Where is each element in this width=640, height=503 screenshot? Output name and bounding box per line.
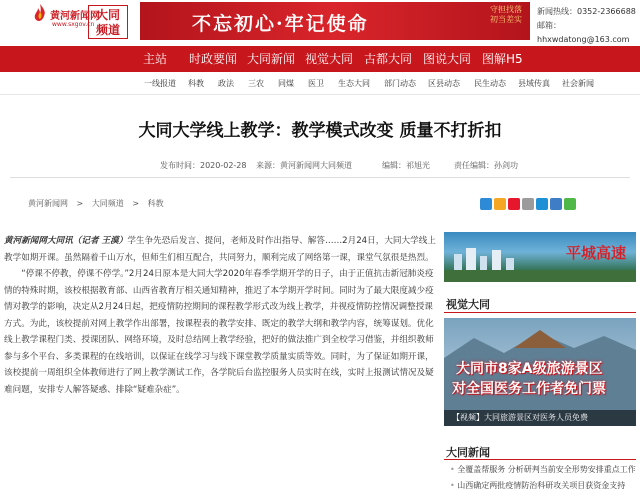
article-title: 大同大学线上教学：教学模式改变 质量不打折扣: [138, 121, 502, 141]
divider: [0, 94, 640, 95]
channel-badge[interactable]: [88, 5, 128, 39]
share-wechat-icon[interactable]: [564, 198, 576, 210]
contact-info: [537, 5, 637, 47]
article-author: 编辑：祁旭光: [382, 161, 430, 170]
breadcrumb-separator: >: [132, 199, 140, 208]
article-paragraph: “停课不停教，停课不停学。”2月24日原本是大同大学2020年春季学期开学的日子，由于正值抗击新冠肺炎疫情的特殊时期，该校根据教育部、山西省教育厅相关通知精神，推迟了本学期开学时间。同时为了最大限度减少疫情对教学的影响，决定从2月24日起，把疫情防控期间的课程教学形式改为线上教学，并视疫情防控情况调整授课方式。为此，该校提前对网上教学作出部署，按课程表的教学安排、既定的教学大纲和教学内容，统筹谋划。优化线上教学课程门类、授课团队、网络环境，及时总结网上教学经验，把好的做法推广到全校学习借鉴，并组织教师参与多个平台、多类课程的在线培训，以保证在线学习与线下课堂教学质量实质等效。同时，为了保证如期开课，该校提前一周组织全体教师进行了网上教学测试工作，各学院后台监控服务人员实时在线，实时上报测试情况及疑难问题，安排专人解答疑惑、排除“疑难杂症”。: [4, 269, 434, 395]
subnav-item[interactable]: 一线报道: [144, 79, 176, 88]
banner-overlay-text: 平城高速: [565, 244, 626, 262]
share-qzone-icon[interactable]: [494, 198, 506, 210]
subnav-item[interactable]: 民生动态: [474, 79, 506, 88]
subnav-item[interactable]: 医卫: [308, 79, 324, 88]
nav-item-home[interactable]: 主站: [143, 52, 168, 66]
subnav-item[interactable]: 生态大同: [338, 79, 370, 88]
sidebar-banner-image[interactable]: [444, 232, 636, 282]
slogan-banner: [140, 2, 530, 40]
sidebar-heading-visual[interactable]: 视觉大同: [446, 298, 490, 311]
nav-item-datong-news[interactable]: 大同新闻: [247, 52, 296, 66]
nav-item-h5[interactable]: 图解H5: [482, 52, 523, 66]
subnav-item[interactable]: 县域传真: [518, 79, 550, 88]
divider: [10, 177, 630, 178]
channel-badge-line1: 大同: [95, 8, 120, 22]
phone-label: 新闻热线：: [537, 7, 577, 16]
article-lead: 黄河新闻网大同讯（记者 王漠）: [4, 236, 128, 246]
subnav-item[interactable]: 同煤: [278, 79, 294, 88]
sub-nav: [0, 78, 640, 92]
paragraph-text: 学生争先恐后发言、提问，老师及时作出指导、解答……2月24日，大同大学线上教学如期开课。虽然隔着千山万水，但师生们相互配合，共同努力，顺利完成了网络第一课，课堂气氛很是热烈。: [4, 236, 436, 263]
slogan-text: 不忘初心·牢记使命: [192, 13, 369, 35]
breadcrumb-separator: >: [76, 199, 84, 208]
subnav-item[interactable]: 部门动态: [384, 79, 416, 88]
hero-headline-2: 对全国医务工作者免门票: [452, 381, 606, 397]
slogan-side-line1: 守担找落: [490, 5, 522, 14]
article-body: [4, 233, 436, 398]
publish-time: 发布时间：2020-02-28: [160, 161, 247, 170]
news-item[interactable]: • 山西确定两批疫情防治科研攻关项目获资金支持: [450, 478, 636, 494]
article-paragraph: [4, 233, 436, 266]
sidebar-heading-news[interactable]: 大同新闻: [446, 446, 490, 459]
subnav-item[interactable]: 区县动态: [428, 79, 460, 88]
slogan-side-text: [490, 5, 522, 25]
header-banner: [0, 0, 640, 44]
breadcrumb-home[interactable]: 黄河新闻网: [28, 199, 68, 208]
nav-item-photo[interactable]: 图说大同: [423, 52, 472, 66]
logo-text: 黄河新闻网: [50, 11, 100, 22]
sidebar-hero-image[interactable]: [444, 318, 636, 426]
site-logo[interactable]: [30, 3, 100, 37]
share-douban-icon[interactable]: [522, 198, 534, 210]
hero-caption[interactable]: 【视频】大同旅游景区对医务人员免费: [444, 410, 636, 426]
subnav-item[interactable]: 科教: [188, 79, 204, 88]
subnav-item[interactable]: 政法: [218, 79, 234, 88]
hero-headline-1: 大同市8家A级旅游景区: [456, 361, 603, 377]
share-weibo-icon[interactable]: [508, 198, 520, 210]
email-label: 邮箱：: [537, 21, 561, 30]
breadcrumb: [28, 198, 170, 209]
share-tqq-icon[interactable]: [536, 198, 548, 210]
divider: [444, 459, 636, 460]
subnav-item[interactable]: 社会新闻: [562, 79, 594, 88]
phone-number: 0352-2366688: [577, 7, 636, 16]
email-address[interactable]: hhxwdatong@163.com: [537, 35, 630, 44]
article-editor: 责任编辑：孙剑功: [454, 161, 518, 170]
email-line: [537, 19, 637, 33]
nav-item-visual[interactable]: 视觉大同: [305, 52, 354, 66]
divider: [444, 312, 636, 313]
subnav-item[interactable]: 三农: [248, 79, 264, 88]
article-source: 来源：黄河新闻网大同频道: [256, 161, 352, 170]
breadcrumb-category[interactable]: 科教: [147, 199, 164, 208]
share-renren-icon[interactable]: [550, 198, 562, 210]
breadcrumb-channel[interactable]: 大同频道: [91, 199, 124, 208]
news-list: [450, 462, 636, 494]
phone-line: [537, 5, 637, 19]
nav-item-politics[interactable]: 时政要闻: [189, 52, 238, 66]
news-item[interactable]: • 全覆盖帮服务 分析研判当前安全形势安排重点工作: [450, 462, 636, 478]
slogan-side-line2: 初当差实: [490, 15, 522, 24]
channel-badge-line2: 频道: [95, 23, 120, 37]
flame-logo-icon: [30, 3, 50, 23]
main-nav: [0, 46, 640, 72]
nav-item-ancient-capital[interactable]: 古都大同: [364, 52, 413, 66]
logo-url: www.sxgov.cn: [52, 21, 95, 28]
share-more-icon[interactable]: [480, 198, 492, 210]
